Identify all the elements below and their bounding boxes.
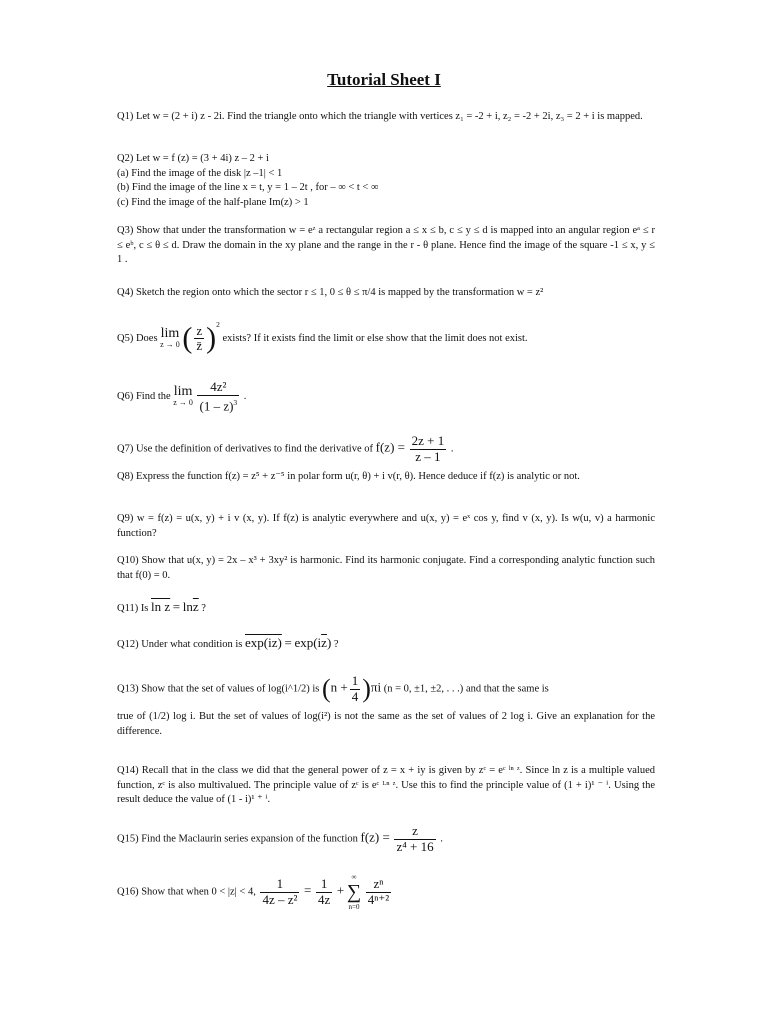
question-3 <box>117 224 655 268</box>
fraction: $\frac{2z + 1}{z - 1}$ <box>411 433 445 464</box>
question-3-text: Q3) Show that under the transformation w = eᶻ a rectangular region a ≤ x ≤ b, c ≤ y ≤ d is mapped into an angular region eᵃ ≤ r ≤ eᵇ, c ≤ θ ≤ d. Draw the domain in the xy plane and the range in the r - θ plane. Hence find the image of the square -1 ≤ x, y ≤ 1 . <box>117 225 655 265</box>
question-9 <box>117 512 655 541</box>
fraction-3: $\frac{\text{zⁿ}}{\text{4ⁿ⁺²}}$ <box>367 876 390 907</box>
question-7 <box>117 434 655 464</box>
exponent: 2 <box>216 320 220 329</box>
question-5: Q5) Does lim z → 0 ( $\frac{z}{z̄}$ )$^2$ exists? If it exists find the limit or else show that the limit does not exist. <box>117 320 528 355</box>
limit-operator: lim z → 0 <box>160 325 180 349</box>
question-2-intro: Q2) Let w = f (z) = (3 + 4i) z – 2 + i <box>117 153 269 164</box>
question-7-prefix: Q7) Use the definition of derivatives to find the derivative of <box>117 443 374 455</box>
question-2-part-b: (b) Find the image of the line x = t, y = 1 – 2t , for – ∞ < t < ∞ <box>117 182 379 193</box>
conjugate-exp-iz: exp(iz) <box>245 635 282 650</box>
question-13-range: (n = 0, ±1, ±2, . . .) <box>383 683 464 695</box>
function-lhs: f(z) = <box>360 829 390 845</box>
question-15-prefix: Q15) Find the Maclaurin series expansion of the function <box>117 833 358 845</box>
question-2-part-a: (a) Find the image of the disk |z –1| < 1 <box>117 167 283 179</box>
fraction: $\frac{z}{z̄}$ <box>196 322 203 354</box>
question-10 <box>117 554 655 583</box>
question-10-text: Q10) Show that u(x, y) = 2x – x³ + 3xy² is harmonic. Find its harmonic conjugate. Find a corresponding analytic function such that f(0) = 0. <box>117 555 655 581</box>
question-5-prefix: Q5) Does <box>117 333 158 344</box>
fraction-2: $\frac{1}{4z}$ <box>317 876 331 907</box>
question-8 <box>117 470 655 485</box>
question-5-suffix: exists? If it exists find the limit or else show that the limit does not exist. <box>222 333 528 344</box>
conjugate-z: $\overline{z}$ <box>192 599 199 614</box>
conjugate-ln-z: ln z <box>151 599 171 614</box>
question-6-prefix: Q6) Find the <box>117 391 171 403</box>
question-1-text: Q1) Let w = (2 + i) z - 2i. Find the triangle onto which the triangle with vertices z₁ = -2 + i, z₂ = -2 + 2i, z₃ = 2 + i is mapped. <box>117 111 643 122</box>
question-16: Q16) Show that when 0 < |z| < 4, $\frac{1}{\text{4z – z²}}$ = $\frac{1}{4z}$ + ∞ ∑ n=0 $\frac{\text{zⁿ}}{\text{4ⁿ⁺²}}$ <box>117 873 390 911</box>
fraction: $\frac{1}{4}$ <box>351 673 359 704</box>
question-1 <box>117 110 655 125</box>
question-13-mid: and that the same is <box>465 683 549 695</box>
question-13-prefix: Q13) Show that the set of values of log(i^1/2) is <box>117 683 320 695</box>
conjugate-z: $\overline{z}$ <box>321 635 327 650</box>
question-6 <box>117 380 655 413</box>
function-lhs: f(z) = <box>375 439 405 455</box>
question-2 <box>117 152 655 210</box>
summation-sign: ∞ ∑ n=0 <box>346 873 362 911</box>
question-12-prefix: Q12) Under what condition is <box>117 639 243 650</box>
fraction-1: $\frac{1}{\text{4z – z²}}$ <box>262 876 298 907</box>
question-14 <box>117 764 655 808</box>
question-16-prefix: Q16) Show that when 0 < |z| < 4, <box>117 886 256 898</box>
question-13: Q13) Show that the set of values of log(i^1/2) is (n + $\frac{1}{4}$ )πi (n = 0, ±1, ±2, . . .) and that the same is true of (1/2) log i. But the set of values of log(i²) is not the same as the set of values of 2 log i. Give an explanation for the difference. <box>117 674 655 739</box>
question-6-suffix: . <box>243 391 247 403</box>
question-4-text: Q4) Sketch the region onto which the sector r ≤ 1, 0 ≤ θ ≤ π/4 is mapped by the transformation w = z² <box>117 287 544 298</box>
question-13-rest: true of (1/2) log i. But the set of values of log(i²) is not the same as the set of values of 2 log i. Give an explanation for the difference. <box>117 711 655 737</box>
question-4 <box>117 286 655 301</box>
question-7-suffix: . <box>450 443 454 455</box>
question-15: Q15) Find the Maclaurin series expansion of the function f(z) = $\frac{z}{\text{z⁴ + 16}}$ . <box>117 823 443 854</box>
question-12: Q12) Under what condition is $\exp(iz) = \exp(i\overline{z})$ ? <box>117 635 339 650</box>
question-9-text: Q9) w = f(z) = u(x, y) + i v (x, y). If f(z) is analytic everywhere and u(x, y) = eˣ cos y, find v (x, y). Is w(u, v) a harmonic function? <box>117 513 655 539</box>
question-11-prefix: Q11) Is <box>117 603 149 614</box>
fraction: $\frac{\text{4z²}}{(1 - z)^3}$ <box>199 379 238 413</box>
question-8-text: Q8) Express the function f(z) = z⁵ + z⁻⁵ in polar form u(r, θ) + i v(r, θ). Hence deduce if f(z) is analytic or not. <box>117 471 580 482</box>
question-14-text: Q14) Recall that in the class we did that the general power of z = x + iy is given by zᶜ = eᶜ ˡⁿ ᶻ. Since ln z is a multiple valued function, zᶜ is also multivalued. The principle value of zᶜ is eᶜ ᴸⁿ ᶻ. Use this to find the principle value of (1 + i)¹ ⁻ ⁱ. Using the result deduce the value of (1 - i)¹ ⁺ ⁱ. <box>117 765 655 805</box>
question-11: Q11) Is $\ln z = \ln\overline{z}$ ? <box>117 599 206 614</box>
limit-operator: lim z → 0 <box>173 383 193 407</box>
question-2-part-c: (c) Find the image of the half-plane Im(z) > 1 <box>117 196 309 208</box>
page-title: Tutorial Sheet I <box>327 70 441 89</box>
fraction: $\frac{z}{\text{z⁴ + 16}}$ <box>396 823 434 854</box>
